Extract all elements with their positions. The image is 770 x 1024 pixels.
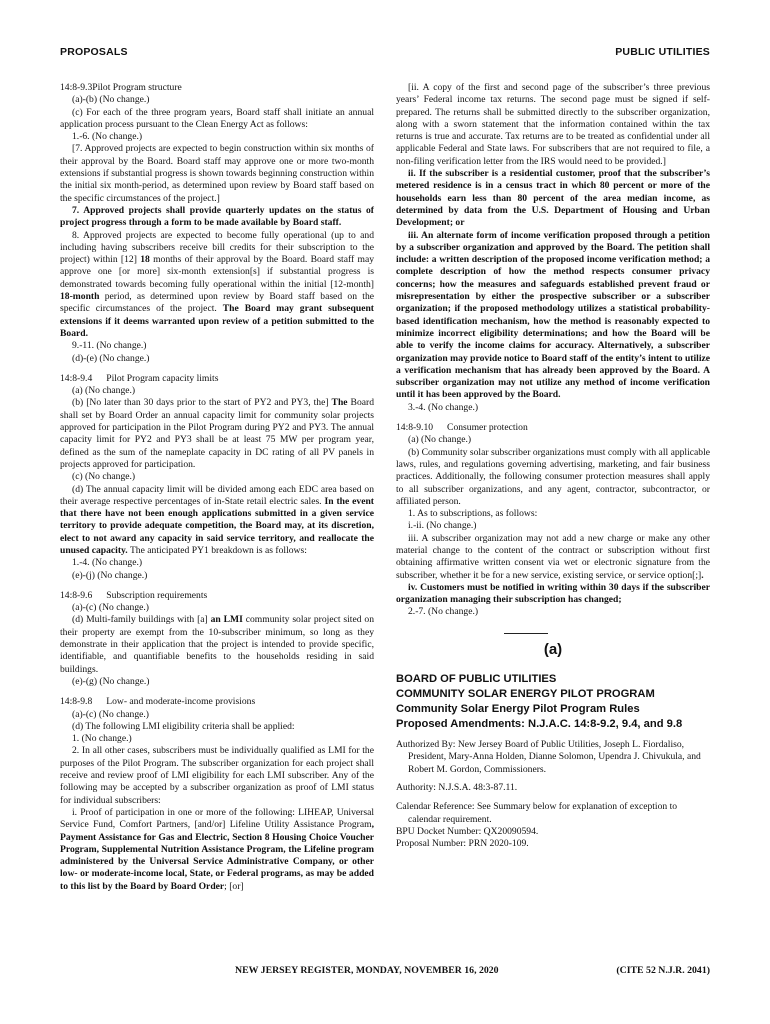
paragraph: (d) Multi-family buildings with [a] an LMI community solar project sited on their property are exempt from the 10-subscriber minimum, so long as they demonstrate in their application that the project is intended to provide specific, identifiable, and quantifiable benefits to the households residing in said buildings.	[60, 614, 374, 675]
paragraph: 1.-4. (No change.)	[72, 557, 143, 569]
paragraph: (b) [No later than 30 days prior to the start of PY2 and PY3, the] The Board shall set by Board Order an annual capacity limit for community solar projects approved for participation in the Pilot Program during PY2 and PY3. The annual capacity limit for PY2 and PY3 shall be at least 75 MW per program year, defined as the sum of the nameplate capacity in DC rating of all PV panels in projects approved for participation.	[60, 397, 374, 470]
running-header-left: PROPOSALS	[60, 46, 128, 58]
footer-citation: (CITE 52 N.J.R. 2041)	[616, 965, 710, 976]
docket-number: BPU Docket Number: QX20090594.	[396, 825, 539, 837]
paragraph: 7. Approved projects shall provide quarterly updates on the status of project progress through a form to be made available by Board staff.	[60, 204, 374, 229]
paragraph: ii. If the subscriber is a residential customer, proof that the subscriber’s metered residence is in a census tract in which 80 percent or more of the households earn less than 80 percent of the area median income, as determined by data from the U.S. Department of Housing and Urban Development; or	[396, 168, 710, 229]
paragraph: (a)-(b) (No change.)	[72, 94, 150, 106]
paragraph: (a)-(c) (No change.)	[72, 708, 149, 720]
paragraph: i. Proof of participation in one or more of the following: LIHEAP, Universal Service Fund, Comfort Partners, [and/or] Lifeline Utility Assistance Program, Payment Assistance for Gas and Electric, Section 8 Housing Choice Voucher Program, Supplemental Nutrition Assistance Program, the Lifeline program administered by the Universal Service Administrative Company, or other low- or moderate-income local, State, or Federal programs, as may be added to this list by the Board by Board Order; [or]	[60, 806, 374, 892]
paragraph: iii. An alternate form of income verification proposed through a petition by a subscriber organization and approved by the Board. The petition shall include: a written description of the proposed income verification method; a complete description of how the method respects consumer privacy concerns; how the measures and safeguards established prevent fraud or misrepresentation by either the prospective subscriber or a subscriber organization; if the proposed methodology utilizes a statistical probability-based identification mechanism, how the method is reasonably expected to minimize incorrect eligibility determinations; and how the Board will be able to verify the income claims for accuracy. Alternatively, a subscriber organization may provide notice to Board staff of the entity’s intent to utilize a verification mechanism that has already been approved by the Board. A subscriber organization may not utilize any method of income verification until it has been approved by the Board.	[396, 229, 710, 401]
paragraph: (e)-(j) (No change.)	[72, 569, 148, 581]
paragraph: 8. Approved projects are expected to become fully operational (up to and including having subscribers receive bill credits for their subscription to the project) within [12] 18 months of their approval by the Board. Board staff may approve one [or more] six-month extension[s] if substantial progress is demonstrated towards becoming fully operational within the initial [12-month] 18-month period, as determined upon review by Board staff based on the specific circumstances of the project. The Board may grant subsequent extensions if it deems warranted upon review of a petition submitted to the Board.	[60, 229, 374, 339]
agency-heading: BOARD OF PUBLIC UTILITIES	[396, 673, 557, 686]
paragraph: [ii. A copy of the first and second page of the subscriber’s three previous years’ Federal income tax returns. The second page must be signed if self-prepared. The returns shall be submitted directly to the subscriber organization, along with a sworn statement that the information contained within the tax returns is true and accurate. Tax returns are to be treated as confidential under all applicable Federal and State laws. For subscribers that are not required to file, a non-filing verification letter from the IRS would need to be provided.]	[396, 82, 710, 167]
paragraph: (a)-(c) (No change.)	[72, 602, 149, 614]
section-tag: (a)	[543, 640, 563, 658]
proposal-title: Proposed Amendments: N.J.A.C. 14:8-9.2, 9.4, and 9.8	[396, 718, 683, 731]
paragraph: (a) (No change.)	[408, 434, 472, 446]
section-heading: 14:8-9.3Pilot Program structure	[60, 82, 182, 93]
proposal-number: Proposal Number: PRN 2020-109.	[396, 838, 529, 850]
paragraph: (d)-(e) (No change.)	[72, 352, 150, 364]
paragraph: 2.-7. (No change.)	[408, 606, 479, 618]
paragraph: (d) The following LMI eligibility criteria shall be applied:	[72, 720, 295, 732]
paragraph: 1. (No change.)	[72, 733, 132, 745]
section-heading: 14:8-9.6 Subscription requirements	[60, 589, 208, 601]
section-heading: 14:8-9.8 Low- and moderate-income provisions	[60, 696, 256, 708]
paragraph: (b) Community solar subscriber organizations must comply with all applicable laws, rules, and regulations governing advertising, marketing, and fair business practices. Additionally, the following consumer protection measures shall apply to all subscriber organizations, and any agent, contractor, subcontractor, or affiliated person.	[396, 446, 710, 507]
left-column	[60, 82, 374, 893]
paragraph: 1.-6. (No change.)	[72, 131, 143, 143]
paragraph: [7. Approved projects are expected to begin construction within six months of their approval by the Board. Board staff may approve one or more two-month extensions if substantial progress is shown towards beginning construction within the initial six month-period, as determined upon review by Board staff based on the specific circumstances of the project.]	[60, 143, 374, 204]
calendar-reference: Calendar Reference: See Summary below for explanation of exception to calendar requirement.	[396, 801, 678, 825]
paragraph: i.-ii. (No change.)	[408, 520, 477, 532]
rule-title: Community Solar Energy Pilot Program Rules	[396, 703, 640, 716]
paragraph: (a) (No change.)	[72, 385, 136, 397]
paragraph: iii. A subscriber organization may not add a new charge or make any other material change to the content of the contract or subscription without first obtaining affirmative written consent via wet or electronic signature from the subscriber, whether it be for a new service, existing service, or service option[;].	[396, 532, 710, 581]
right-column	[396, 82, 710, 850]
section-heading: 14:8-9.4 Pilot Program capacity limits	[60, 372, 219, 384]
paragraph: 9.-11. (No change.)	[72, 340, 147, 352]
program-heading: COMMUNITY SOLAR ENERGY PILOT PROGRAM	[396, 688, 655, 701]
paragraph: 1. As to subscriptions, as follows:	[408, 508, 538, 520]
paragraph: (c) (No change.)	[72, 471, 136, 483]
footer-publication: NEW JERSEY REGISTER, MONDAY, NOVEMBER 16, 2020	[235, 965, 499, 976]
paragraph: (c) For each of the three program years, Board staff shall initiate an annual application process pursuant to the Clean Energy Act as follows:	[60, 106, 374, 130]
paragraph: 3.-4. (No change.)	[408, 401, 479, 413]
authority: Authority: N.J.S.A. 48:3-87.11.	[396, 781, 518, 793]
paragraph: 2. In all other cases, subscribers must be individually qualified as LMI for the purposes of the Pilot Program. The subscriber organization for each project shall receive and review proof of LMI eligibility for each LMI subscriber. Any of the following may be accepted by a subscriber organization as proof of LMI status for individual subscribers:	[60, 745, 374, 806]
paragraph: (d) The annual capacity limit will be divided among each EDC area based on their average respective percentages of in-State retail electric sales. In the event that there have not been enough applications submitted in a given service territory to provide adequate competition, the Board may, at its discretion, elect to not award any capacity in said service territory, and reallocate the unused capacity. The anticipated PY1 breakdown is as follows:	[60, 483, 374, 556]
paragraph: (e)-(g) (No change.)	[72, 675, 150, 687]
running-header-right: PUBLIC UTILITIES	[615, 46, 710, 58]
section-heading: 14:8-9.10 Consumer protection	[396, 422, 528, 434]
paragraph: iv. Customers must be notified in writing within 30 days if the subscriber organization managing their subscription has changed;	[396, 581, 710, 606]
authorized-by: Authorized By: New Jersey Board of Public Utilities, Joseph L. Fiordaliso, President, Mary-Anna Holden, Dianne Solomon, Upendra J. Chivukula, and Robert M. Gordon, Commissioners.	[396, 739, 701, 775]
divider	[504, 633, 548, 634]
